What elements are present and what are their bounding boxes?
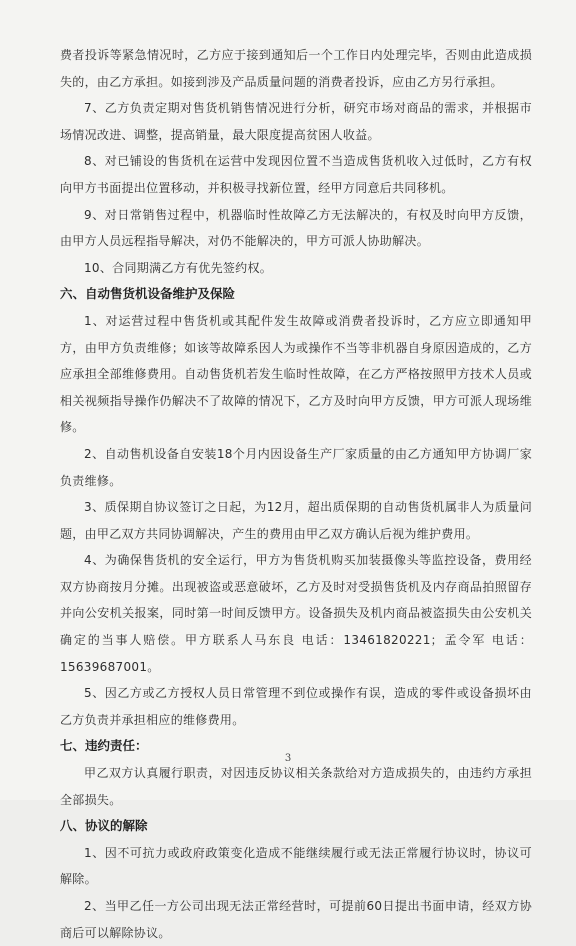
paragraph: 8、对已铺设的售货机在运营中发现因位置不当造成售货机收入过低时，乙方有权向甲方书面提出位置移动，并积极寻找新位置，经甲方同意后共同移机。 (60, 154, 532, 195)
paragraph: 5、因乙方或乙方授权人员日常管理不到位或操作有误，造成的零件或设备损坏由乙方负责并承担相应的维修费用。 (60, 686, 532, 727)
paragraph: 1、对运营过程中售货机或其配件发生故障或消费者投诉时，乙方应立即通知甲方，由甲方负责维修；如该等故障系因人为或操作不当等非机器自身原因造成的，乙方应承担全部维修费用。自动售货机若发生临时性故障，在乙方严格按照甲方技术人员或相关视频指导操作仍解决不了故障的情况下，乙方及时向甲方反馈，甲方可派人现场维修。 (60, 313, 532, 435)
section-heading: 七、违约责任： (60, 738, 148, 754)
paragraph: 2、当甲乙任一方公司出现无法正常经营时，可提前60日提出书面申请，经双方协商后可以解除协议。 (60, 899, 532, 940)
page-number: 3 (284, 753, 292, 764)
paragraph: 10、合同期满乙方有优先签约权。 (84, 260, 273, 275)
paragraph: 2、自动售机设备自安装18个月内因设备生产厂家质量的由乙方通知甲方协调厂家负责维修。 (60, 446, 532, 488)
paragraph: 甲乙双方认真履行职责，对因违反协议相关条款给对方造成损失的，由违约方承担全部损失。 (60, 766, 532, 807)
section-heading: 八、协议的解除 (60, 818, 148, 834)
document-body (60, 42, 532, 946)
paragraph: 9、对日常销售过程中，机器临时性故障乙方无法解决的，有权及时向甲方反馈，由甲方人员远程指导解决，对仍不能解决的，甲方可派人协助解决。 (60, 207, 532, 249)
section-heading: 六、自动售货机设备维护及保险 (60, 286, 236, 302)
paragraph: 7、乙方负责定期对售货机销售情况进行分析，研究市场对商品的需求，并根据市场情况改进、调整，提高销量，最大限度提高贫困人收益。 (60, 101, 532, 142)
paragraph: 费者投诉等紧急情况时，乙方应于接到通知后一个工作日内处理完毕，否则由此造成损失的，由乙方承担。如接到涉及产品质量问题的消费者投诉，应由乙方另行承担。 (60, 48, 532, 89)
paragraph: 4、为确保售货机的安全运行，甲方为售货机购买加装摄像头等监控设备，费用经双方协商按月分摊。出现被盗或恶意破坏，乙方及时对受损售货机及内存商品拍照留存并向公安机关报案，同时第一时间反馈甲方。设备损失及机内商品被盗损失由公安机关确定的当事人赔偿。甲方联系人马东良 电话：13461820221；孟令军 电话：15639687001。 (60, 553, 532, 674)
paragraph: 3、质保期自协议签订之日起，为12月，超出质保期的自动售货机属非人为质量问题，由甲乙双方共同协调解决，产生的费用由甲乙双方确认后视为维护费用。 (60, 500, 532, 541)
paragraph: 1、因不可抗力或政府政策变化造成不能继续履行或无法正常履行协议时，协议可解除。 (60, 845, 532, 887)
